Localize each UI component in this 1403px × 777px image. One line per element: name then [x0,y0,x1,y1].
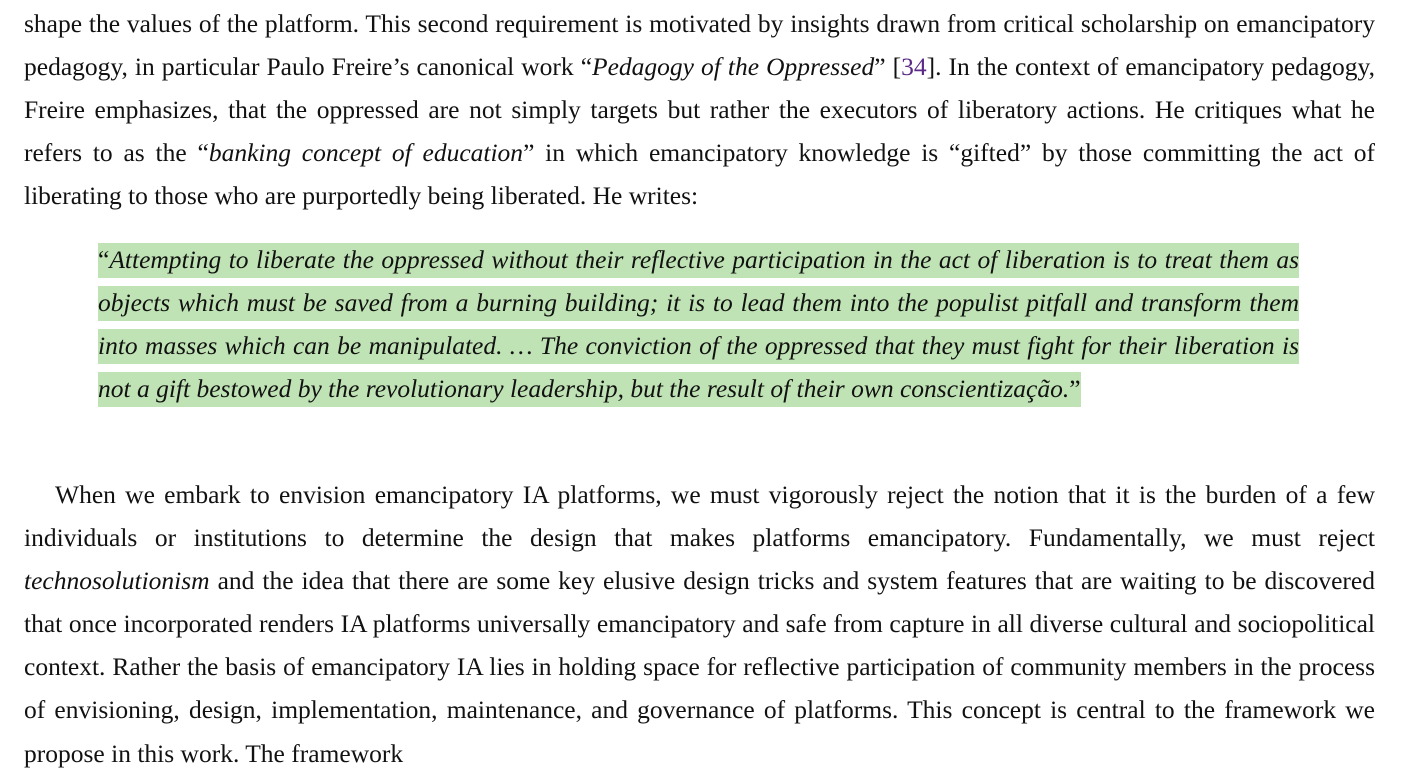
concept-term: banking concept of education [208,138,524,168]
quote-text: Attempting to liberate the oppressed without their reflective participation in the act of liberation is to treat them as objects which must be saved from a burning building; it is to lead them into the populist pitfall and transform them into masses which can be manipulated. … The conviction of the oppressed that they must fight for their liberation is not a gift bestowed by the revolutionary leadership, but the result of their own conscientização. [98,245,1299,404]
paragraph-text: When we embark to envision emancipatory IA platforms, we must vigorously reject the notion that it is the burden of a few individuals or institutions to determine the design that makes platforms emancipatory. Fundamentally, we must reject [24,480,1375,553]
citation-link[interactable]: 34 [901,52,927,82]
book-title: Pedagogy of the Oppressed [592,52,875,82]
block-quote [98,238,1299,410]
body-paragraph [24,473,1375,775]
paragraph-text: and the idea that there are some key elusive design tricks and system features that are waiting to be discovered that once incorporated renders IA platforms universally emancipatory and safe from capture in all diverse cultural and sociopolitical context. Rather the basis of emancipatory IA lies in holding space for reflective participation of community members in the process of envisioning, design, implementation, maintenance, and governance of platforms. This concept is central to the framework we propose in this work. The framework [24,566,1375,768]
emphasized-term: technosolutionism [24,566,210,596]
citation-close-bracket: ] [926,52,936,82]
paragraph-text: ” [874,52,893,82]
quote-close-mark: ” [1069,374,1081,404]
paragraph-text: ” in which emancipatory knowledge is “gifted” by those committing the act of liberating to those who are purportedly being liberated. He writes: [24,138,1375,211]
body-paragraph [24,2,1375,217]
highlighted-quote[interactable] [98,243,1299,407]
quote-open-mark: “ [98,245,110,274]
citation-open-bracket: [ [892,52,902,82]
paragraph-text: . In the context of emancipatory pedagogy, Freire emphasizes, that the oppressed are not simply targets but rather the executors of liberatory actions. He critiques what he refers to as the “ [24,52,1375,168]
paragraph-text: shape the values of the platform. This second requirement is motivated by insights drawn from critical scholarship on emancipatory pedagogy, in particular Paulo Freire’s canonical work “ [24,9,1375,82]
